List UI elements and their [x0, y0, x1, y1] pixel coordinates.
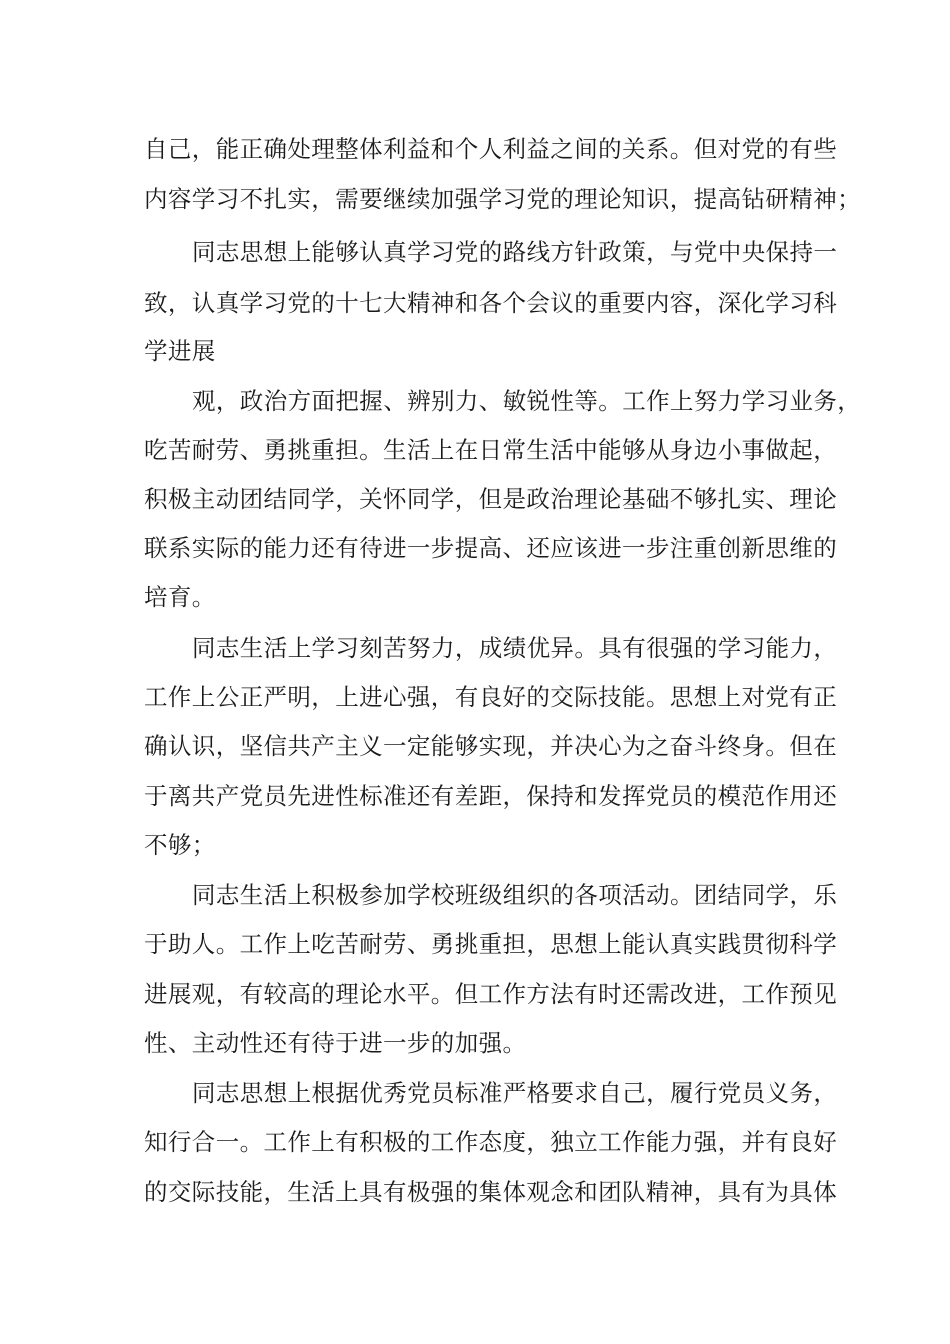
text-line: 内容学习不扎实，需要继续加强学习党的理论知识，提高钻研精神； — [144, 185, 861, 213]
text-line: 于离共产党员先进性标准还有差距，保持和发挥党员的模范作用还 — [144, 782, 838, 810]
text-line: 自己，能正确处理整体利益和个人利益之间的关系。但对党的有些 — [144, 135, 838, 163]
text-line: 吃苦耐劳、勇挑重担。生活上在日常生活中能够从身边小事做起， — [144, 436, 838, 464]
paragraph-first-line: 同志生活上积极参加学校班级组织的各项活动。团结同学，乐 — [192, 881, 838, 909]
text-line: 性、主动性还有待于进一步的加强。 — [144, 1029, 527, 1057]
text-line: 进展观，有较高的理论水平。但工作方法有时还需改进，工作预见 — [144, 980, 838, 1008]
text-line: 的交际技能，生活上具有极强的集体观念和团队精神，具有为具体 — [144, 1178, 838, 1206]
paragraph-first-line: 同志生活上学习刻苦努力，成绩优异。具有很强的学习能力， — [192, 634, 838, 662]
text-line: 培育。 — [144, 583, 216, 611]
text-line: 学进展 — [144, 337, 216, 365]
text-line: 不够； — [144, 831, 216, 859]
text-line: 工作上公正严明，上进心强，有良好的交际技能。思想上对党有正 — [144, 683, 838, 711]
paragraph-first-line: 观，政治方面把握、辨别力、敏锐性等。工作上努力学习业务， — [192, 387, 862, 415]
text-line: 积极主动团结同学，关怀同学，但是政治理论基础不够扎实、理论 — [144, 485, 838, 513]
text-line: 知行合一。工作上有积极的工作态度，独立工作能力强，并有良好 — [144, 1128, 838, 1156]
text-line: 于助人。工作上吃苦耐劳、勇挑重担，思想上能认真实践贯彻科学 — [144, 930, 838, 958]
paragraph-first-line: 同志思想上能够认真学习党的路线方针政策，与党中央保持一 — [192, 238, 838, 266]
paragraph-first-line: 同志思想上根据优秀党员标准严格要求自己，履行党员义务， — [192, 1079, 838, 1107]
text-line: 致，认真学习党的十七大精神和各个会议的重要内容，深化学习科 — [144, 289, 838, 317]
text-line: 联系实际的能力还有待进一步提高、还应该进一步注重创新思维的 — [144, 534, 838, 562]
text-line: 确认识，坚信共产主义一定能够实现，并决心为之奋斗终身。但在 — [144, 732, 838, 760]
